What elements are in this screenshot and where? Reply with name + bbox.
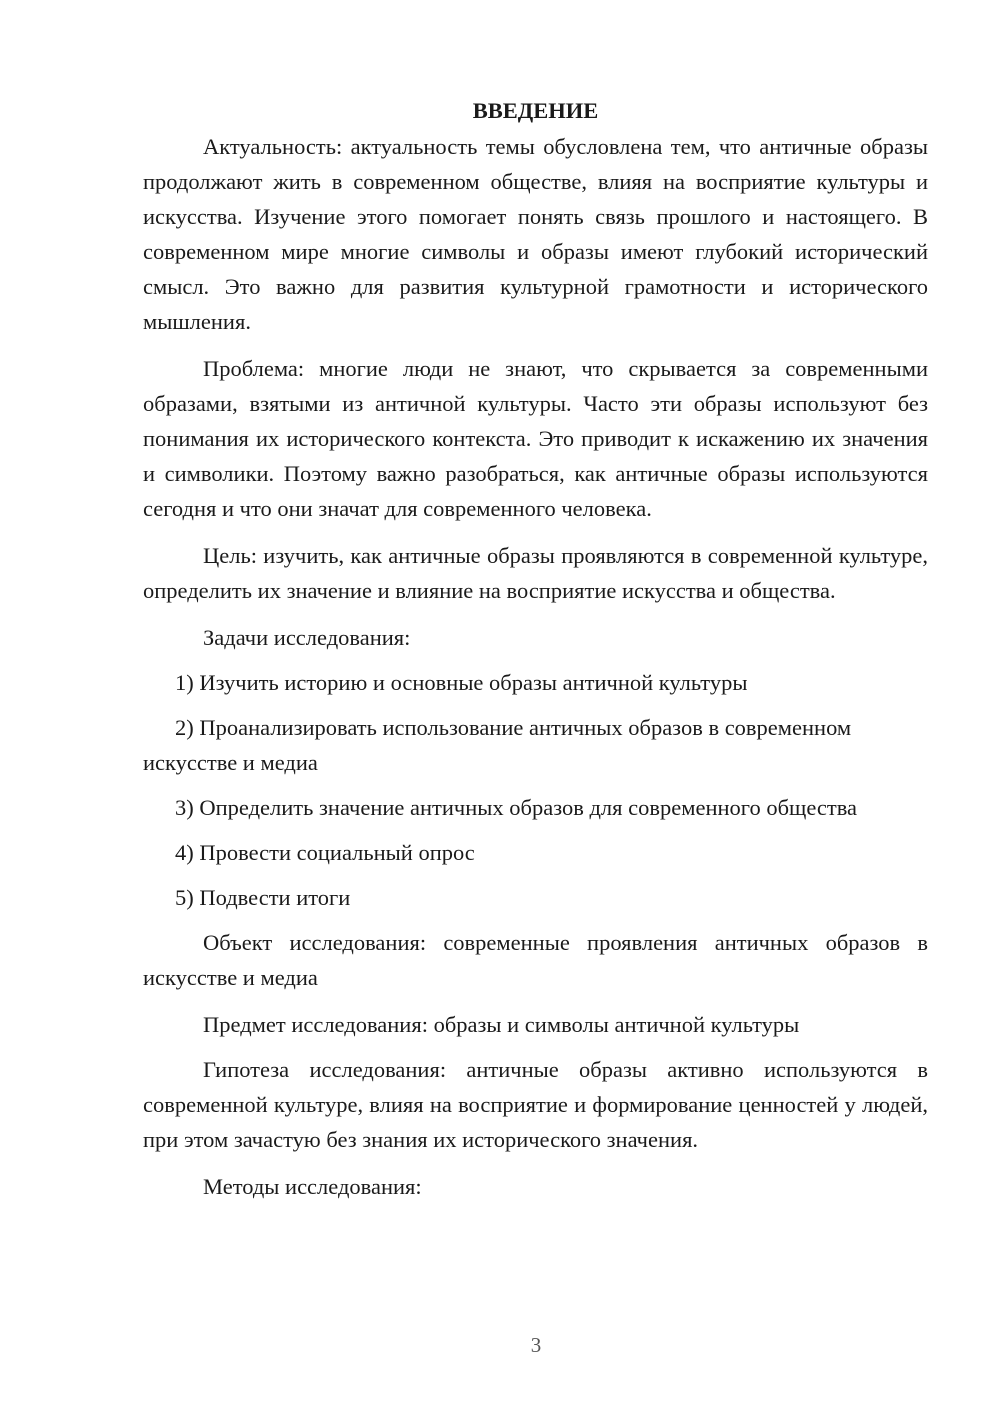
- problem-paragraph: Проблема: многие люди не знают, что скрывается за современными образами, взятыми из античной культуры. Часто эти образы используют без понимания их исторического контекста. Это приводит к искажению их значения и символики. Поэтому важно разобраться, как античные образы используются сегодня и что они значат для современного человека.: [143, 356, 928, 521]
- page-number: 3: [530, 1333, 542, 1357]
- page-body: [143, 96, 928, 1214]
- task-item-5: 5) Подвести итоги: [175, 885, 351, 910]
- task-item-2: 2) Проанализировать использование античных образов в современном искусстве и медиа: [143, 715, 852, 775]
- task-item-3: 3) Определить значение античных образов для современного общества: [175, 795, 858, 820]
- object-paragraph: Объект исследования: современные проявления античных образов в искусстве и медиа: [143, 930, 928, 990]
- hypothesis-paragraph: Гипотеза исследования: античные образы активно используются в современной культуре, влияя на восприятие и формирование ценностей у людей, при этом зачастую без знания их исторического значения.: [143, 1057, 928, 1152]
- tasks-heading: Задачи исследования:: [203, 625, 411, 650]
- goal-paragraph: Цель: изучить, как античные образы проявляются в современной культуре, определить их значение и влияние на восприятие искусства и общества.: [143, 543, 928, 603]
- methods-heading: Методы исследования:: [203, 1174, 422, 1199]
- section-title: ВВЕДЕНИЕ: [472, 98, 599, 123]
- task-item-1: 1) Изучить историю и основные образы античной культуры: [175, 670, 748, 695]
- subject-paragraph: Предмет исследования: образы и символы античной культуры: [203, 1012, 800, 1037]
- task-item-4: 4) Провести социальный опрос: [175, 840, 475, 865]
- relevance-paragraph: Актуальность: актуальность темы обусловлена тем, что античные образы продолжают жить в современном обществе, влияя на восприятие культуры и искусства. Изучение этого помогает понять связь прошлого и настоящего. В современном мире многие символы и образы имеют глубокий исторический смысл. Это важно для развития культурной грамотности и исторического мышления.: [143, 134, 928, 334]
